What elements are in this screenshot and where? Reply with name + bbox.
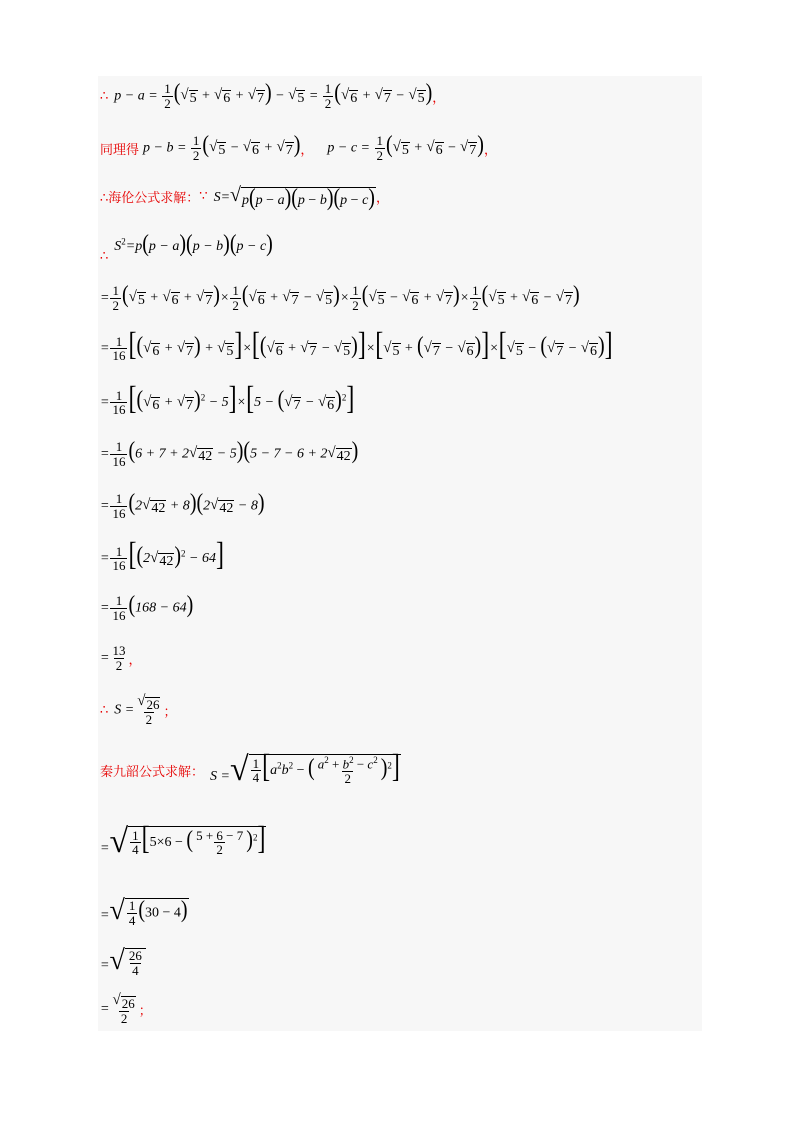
- step-qin-formula: 秦九韶公式求解： S = √ $\frac{1}{4}$ [$a^2b^2$ − ( $\frac{a^2 + b^2 - c^2}{2}$ )$^2$]: [100, 749, 400, 788]
- therefore-symbol: ∴: [100, 88, 109, 104]
- step-numeric: = $\frac{1}{16}$ (168 − 64): [100, 592, 194, 623]
- step-heron-formula: ∴海伦公式求解： ∵ S= √ p(p − a)(p − b)(p − c) ，: [100, 183, 389, 211]
- step-product-halves: = $\frac{1}{2}$ ( √ 5 + √ 6 + √ 7 )× $\frac{1}{2}$ ( √ 6 + √ 7 − √ 5 )× $\frac{1}{2}$ ( √ 5 − √ 6 + √ 7 )× $\frac{1}{2}$ ( √ 5 + √ 6 − √ 7 ): [100, 282, 580, 313]
- heron-intro-label: ∴海伦公式求解：: [100, 190, 200, 206]
- step-qin-fraction: = √ $\frac{26}{4}$: [100, 938, 146, 984]
- step-simplified: = $\frac{1}{16}$ (2 √ 42 + 8)(2 √ 42 − 8): [100, 490, 265, 521]
- qin-intro-label: 秦九韶公式求解：: [100, 764, 205, 780]
- step-difference-squares: = $\frac{1}{16}$ [( √ 6 + √ 7 )$^2$ − 5]×[5 − ( √ 7 − √ 6 )$^2$]: [100, 381, 355, 418]
- step-qin-substituted: = √ $\frac{1}{4}$ [5×6 − ( $\frac{5 + 6 - 7}{2}$ )$^2$]: [100, 821, 266, 860]
- step-qin-result: = √ 26 2 ；: [100, 991, 152, 1026]
- step-similarly: 同理得 p − b = $\frac{1}{2}$ ( √ 5 − √ 6 + √ 7 ) ， p − c = $\frac{1}{2}$ ( √ 5 + √ 6 − √ 7 ) ，: [100, 132, 497, 163]
- step-grouped-brackets: = $\frac{1}{16}$ [( √ 6 + √ 7 ) + √ 5 ]×[( √ 6 + √ 7 − √ 5 )]×[ √ 5 + ( √ 7 − √ 6 )]×[ √ 5 − ( √ 7 − √ 6 )]: [100, 327, 613, 364]
- step-qin-numeric: = √ $\frac{1}{4}$ (30 − 4): [100, 894, 188, 928]
- similarly-label: 同理得: [100, 142, 140, 158]
- step-square-diff: = $\frac{1}{16}$ [(2 √ 42 )$^2$ − 64]: [100, 537, 224, 574]
- step-heron-result: ∴ S = √ 26 2 ；: [100, 692, 177, 727]
- step-s-squared: ∴ $S^2=p(p - a)(p - b)(p - c)$: [100, 230, 273, 264]
- step-expanded: = $\frac{1}{16}$ (6 + 7 + 2 √ 42 − 5)(5 − 7 − 6 + 2 √ 42 ): [100, 438, 359, 469]
- step-result-squared: = $\frac{13}{2}$ ，: [100, 642, 142, 673]
- step-p-minus-a: ∴ p − a = $\frac{1}{2}$ ( √ 5 + √ 6 + √ 7 ) − √ 5 = $\frac{1}{2}$ ( √ 6 + √ 7 − √ 5 ) ，: [100, 80, 446, 111]
- because-symbol: ∵: [199, 188, 208, 204]
